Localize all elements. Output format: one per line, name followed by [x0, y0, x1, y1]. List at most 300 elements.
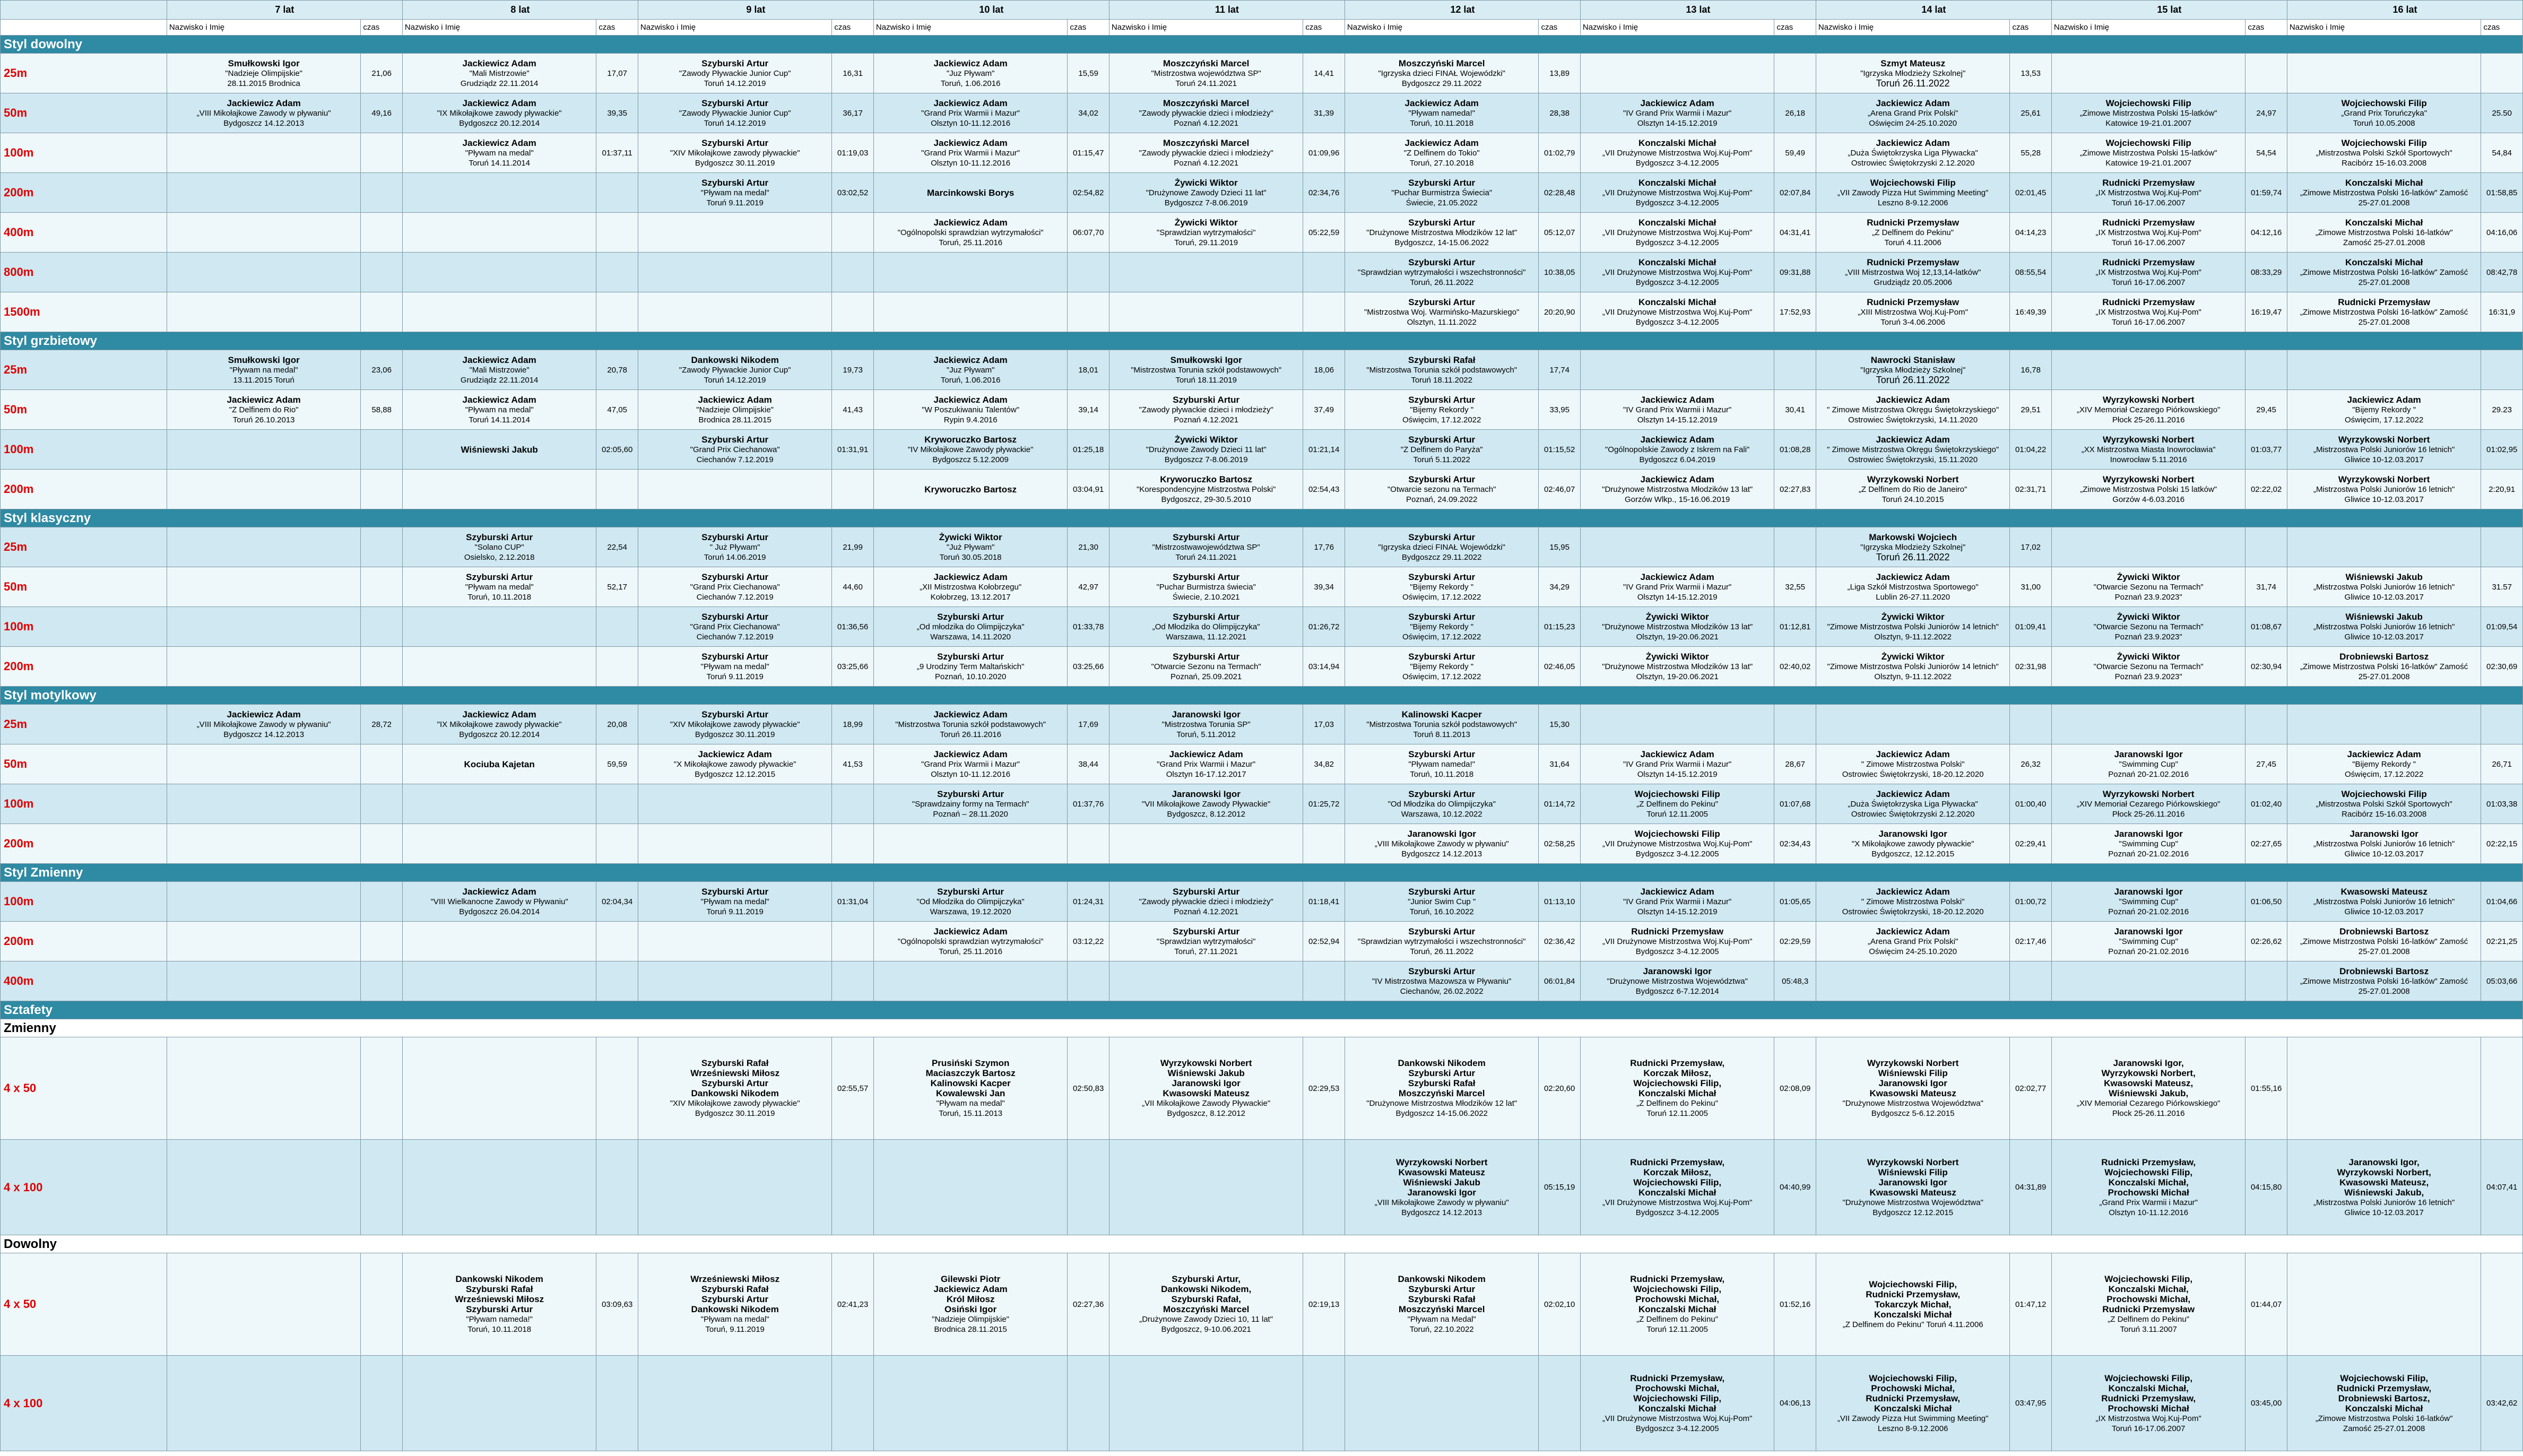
record-line: Bydgoszcz 12.12.2015: [1872, 1208, 1954, 1217]
record-cell: [402, 882, 596, 922]
record-cell: [873, 1356, 1068, 1451]
record-line: Warszawa, 10.12.2022: [1401, 809, 1482, 819]
record-line: „Z Delfinem do Pekinu" Toruń 4.11.2006: [1842, 1320, 1983, 1329]
record-line: „Drużynowe Zawody Dzieci 10, 11 lat": [1139, 1315, 1273, 1324]
record-line: "IX Mikołajkowe zawody pływackie": [437, 720, 562, 729]
record-time: [1068, 253, 1109, 292]
record-line: " Zimowe Mistrzostwa Polski": [1861, 897, 1965, 906]
record-cell: [402, 961, 596, 1001]
record-line: "Igrzyska Młodzieży Szkolnej": [1860, 365, 1966, 375]
record-line: Rudnicki Przemysław: [2102, 1304, 2195, 1314]
record-line: Jaranowski Igor: [1172, 1078, 1241, 1088]
name-column-label: Nazwisko i Imię: [638, 20, 832, 36]
record-line: Prochowski Michał: [2108, 1403, 2189, 1414]
record-cell: [1109, 705, 1303, 744]
record-time: 01:15,23: [1539, 607, 1580, 647]
record-line: „XIII Mistrzostwa Woj.Kuj-Pom": [1858, 307, 1968, 317]
record-cell: [1109, 470, 1303, 509]
record-line: „Mistrzostwa Polski Juniorów 16 letnich": [2313, 1198, 2455, 1207]
record-time: 03:04,91: [1068, 470, 1109, 509]
record-cell: [638, 253, 832, 292]
record-cell: [1345, 173, 1539, 213]
record-line: Szyburski Artur: [1408, 886, 1476, 897]
record-time: 26,71: [2481, 744, 2523, 784]
name-column-label: Nazwisko i Imię: [402, 20, 596, 36]
record-line: Szyburski Artur: [701, 1078, 769, 1088]
record-line: "Grand Prix Warmii i Mazur": [921, 108, 1020, 118]
record-line: Toruń 12.11.2005: [1646, 1109, 1708, 1118]
record-line: „VII Drużynowe Mistrzostwa Woj.Kuj-Pom": [1602, 307, 1753, 317]
record-line: Jackiewicz Adam: [1876, 434, 1950, 445]
record-time: 01:44,07: [2245, 1253, 2287, 1356]
record-line: Jackiewicz Adam: [2347, 749, 2421, 759]
record-cell: [2051, 824, 2245, 864]
record-line: Wiśniewski Jakub,: [2344, 1187, 2424, 1198]
record-line: Jackiewicz Adam: [227, 394, 301, 405]
record-line: „Z Delfinem do Pekinu": [1636, 799, 1719, 809]
record-cell: [1345, 54, 1539, 93]
record-line: "Igrzyska Młodzieży Szkolnej": [1860, 68, 1966, 78]
record-line: 25-27.01.2008: [2358, 947, 2410, 956]
record-cell: [402, 1253, 596, 1356]
record-line: Wyrzykowski Norbert: [2102, 394, 2195, 405]
record-time: 01:15,52: [1539, 430, 1580, 470]
distance-label: 100m: [1, 784, 167, 824]
record-line: Wojciechowski Filip,: [1633, 1393, 1722, 1403]
record-cell: [1345, 350, 1539, 390]
record-line: Tokarczyk Michał,: [1875, 1299, 1952, 1310]
record-line: Oświęcim, 17.12.2022: [1402, 672, 1481, 681]
distance-label: 25m: [1, 527, 167, 567]
record-line: Kalinowski Kacper: [930, 1078, 1011, 1088]
record-line: Jaranowski Igor: [1878, 1177, 1947, 1188]
age-header: 14 lat: [1816, 1, 2051, 20]
record-line: Poznań 20-21.02.2016: [2108, 769, 2189, 779]
record-line: Jaranowski Igor: [1878, 828, 1947, 839]
record-line: Szyburski Artur: [1408, 788, 1476, 799]
record-cell: [638, 784, 832, 824]
record-line: Toruń, 1.06.2016: [940, 79, 1001, 88]
record-time: 02:17,46: [2010, 922, 2051, 961]
record-line: Jackiewicz Adam: [1640, 474, 1714, 484]
record-line: 25-27.01.2008: [2358, 317, 2410, 327]
record-line: „VII Drużynowe Mistrzostwa Woj.Kuj-Pom": [1602, 937, 1753, 946]
record-line: Szyburski Rafał: [701, 1284, 769, 1294]
record-line: Rudnicki Przemysław,: [1630, 1058, 1725, 1068]
record-time: [832, 824, 873, 864]
column-subheader-row: [1, 20, 2523, 36]
record-time: 04:14,23: [2010, 213, 2051, 253]
record-time: 02:34,43: [1774, 824, 1816, 864]
record-cell: [638, 1356, 832, 1451]
record-line: Toruń, 27.11.2021: [1174, 947, 1238, 956]
record-cell: [873, 1037, 1068, 1140]
record-line: Grudziądz 20.05.2006: [1874, 278, 1952, 287]
record-time: 18,06: [1303, 350, 1345, 390]
record-cell: [1580, 390, 1774, 430]
record-line: Marcinkowski Borys: [926, 187, 1015, 198]
record-cell: [873, 607, 1068, 647]
record-line: Rypin 9.4.2016: [943, 415, 998, 424]
record-line: Bydgoszcz 3-4.12.2005: [1635, 317, 1719, 327]
record-cell: [873, 1253, 1068, 1356]
record-cell: [1109, 390, 1303, 430]
record-line: "Otwarcie Sezonu na Termach": [2093, 622, 2204, 631]
record-time: 01:09,54: [2481, 607, 2523, 647]
record-line: Zamość 25-27.01.2008: [2343, 238, 2425, 247]
record-line: "Puchar Burmistrza świecia": [1156, 582, 1256, 592]
record-line: "Sprawdzian wytrzymałości i wszechstronności": [1357, 937, 1526, 946]
record-cell: [1109, 430, 1303, 470]
distance-label: 100m: [1, 133, 167, 173]
record-line: Racibórz 15-16.03.2008: [2342, 158, 2427, 168]
record-line: Wiśniewski Jakub: [1167, 1068, 1245, 1078]
name-column-label: Nazwisko i Imię: [1109, 20, 1303, 36]
record-line: Moszczyński Marcel: [1398, 58, 1485, 68]
section-header: [1, 1001, 2523, 1019]
record-line: Szyburski Artur: [1408, 926, 1476, 937]
record-line: „Arena Grand Prix Polski": [1867, 108, 1958, 118]
record-line: Jackiewicz Adam: [1404, 98, 1479, 108]
record-cell: [402, 350, 596, 390]
record-line: Bydgoszcz 3-4.12.2005: [1635, 849, 1719, 859]
record-line: "IV Grand Prix Warmii i Mazur": [1623, 582, 1732, 592]
record-line: Jackiewicz Adam: [698, 749, 772, 759]
record-line: Jaranowski Igor: [2349, 828, 2418, 839]
record-cell: [2287, 1140, 2481, 1235]
record-time: 28,72: [361, 705, 402, 744]
record-cell: [2051, 705, 2245, 744]
record-time: 2:20,91: [2481, 470, 2523, 509]
record-line: "Z Delfinem do Tokio": [1403, 148, 1480, 158]
record-time: 16,31: [832, 54, 873, 93]
record-line: "Zawody Pływackie Junior Cup": [679, 68, 791, 78]
record-cell: [1580, 1037, 1774, 1140]
record-row: [1, 647, 2523, 687]
record-time: 01:04,66: [2481, 882, 2523, 922]
record-time: [596, 647, 638, 687]
record-time: [596, 784, 638, 824]
record-line: „Mistrzostwa Polski Juniorów 16 letnich": [2313, 484, 2455, 494]
record-time: 03:14,94: [1303, 647, 1345, 687]
age-header-row: [1, 1, 2523, 20]
record-time: 02:28,48: [1539, 173, 1580, 213]
record-line: "Bijemy Rekordy ": [2352, 759, 2416, 769]
record-row: [1, 705, 2523, 744]
record-line: Dankowski Nikodem: [691, 1304, 779, 1314]
record-cell: [2287, 824, 2481, 864]
distance-label: 25m: [1, 350, 167, 390]
record-line: Jaranowski Igor: [1172, 788, 1241, 799]
record-time: [1068, 961, 1109, 1001]
record-line: Wyrzykowski Norbert: [1867, 1058, 1959, 1068]
record-line: Olsztyn, 19-20.06.2021: [1636, 632, 1719, 642]
record-line: „Zimowe Mistrzostwa Polski 16-latków" Zamość: [2300, 188, 2468, 197]
record-time: 05:15,19: [1539, 1140, 1580, 1235]
record-time: [361, 882, 402, 922]
record-line: Rudnicki Przemysław: [2102, 217, 2195, 228]
record-time: 21,30: [1068, 527, 1109, 567]
record-line: „Zimowe Mistrzostwa Polski 15 latków": [2080, 484, 2217, 494]
record-line: "Mistrzostwa Torunia szkół podstawowych": [1366, 365, 1518, 375]
record-line: Bydgoszcz, 8.12.2012: [1167, 1109, 1245, 1118]
record-cell: [873, 470, 1068, 509]
record-line: Szyburski Rafał,: [1171, 1294, 1241, 1304]
record-line: Jaranowski Igor: [1643, 966, 1712, 976]
record-line: "Nadzieje Olimpijskie": [932, 1315, 1009, 1324]
record-line: „Duża Świętokrzyska Liga Pływacka": [1848, 148, 1978, 158]
record-cell: [2287, 173, 2481, 213]
record-cell: [1580, 882, 1774, 922]
record-line: Szyburski Artur: [701, 651, 769, 662]
record-time: 02:50,83: [1068, 1037, 1109, 1140]
time-column-label: czas: [1774, 20, 1816, 36]
record-line: Jackiewicz Adam: [462, 137, 536, 148]
record-line: "Mistrzostwa Torunia SP": [1161, 720, 1251, 729]
record-cell: [1580, 1356, 1774, 1451]
record-cell: [873, 93, 1068, 133]
record-line: „Zimowe Mistrzostwa Polski 16-latków" Zamość: [2300, 267, 2468, 277]
record-cell: [1580, 253, 1774, 292]
record-cell: [1816, 54, 2010, 93]
record-line: Konczalski Michał: [2345, 177, 2423, 188]
record-time: [596, 607, 638, 647]
record-cell: [402, 93, 596, 133]
record-line: Ciechanów, 26.02.2022: [1400, 986, 1484, 996]
record-time: 04:06,13: [1774, 1356, 1816, 1451]
record-line: "Swimming Cup": [2119, 759, 2178, 769]
age-header: 11 lat: [1109, 1, 1345, 20]
record-time: 36,17: [832, 93, 873, 133]
record-line: "Już Pływam": [946, 542, 995, 552]
record-time: 28,38: [1539, 93, 1580, 133]
record-line: Prochowski Michał,: [1635, 1383, 1720, 1393]
record-time: [1068, 1356, 1109, 1451]
record-cell: [167, 213, 361, 253]
record-line: Szyburski Artur: [701, 177, 769, 188]
record-time: 02:04,34: [596, 882, 638, 922]
distance-label: 400m: [1, 213, 167, 253]
record-line: "Nadzieje Olimpijskie": [225, 68, 302, 78]
record-line: "Mistrzostwa Woj. Warmińsko-Mazurskiego": [1364, 307, 1520, 317]
record-line: "X Mikołajkowe zawody pływackie": [673, 759, 796, 769]
record-line: Prochowski Michał: [2108, 1187, 2189, 1198]
record-line: „Zimowe Mistrzostwa Polski 15-latków": [2079, 148, 2217, 158]
record-line: "Solano CUP": [474, 542, 524, 552]
record-line: Gliwice 10-12.03.2017: [2344, 592, 2424, 602]
time-column-label: czas: [1068, 20, 1109, 36]
record-time: 02:05,60: [596, 430, 638, 470]
record-time: [2245, 350, 2287, 390]
record-line: Jaranowski Igor: [2114, 886, 2183, 897]
record-line: Jaranowski Igor: [1407, 1187, 1476, 1198]
record-time: 30,41: [1774, 390, 1816, 430]
record-line: Toruń, 15.11.2013: [939, 1109, 1003, 1118]
record-line: Szyburski Artur: [1173, 571, 1240, 582]
record-line: Bydgoszcz 30.11.2019: [695, 158, 775, 168]
record-line: Moszczyński Marcel: [1163, 98, 1250, 108]
record-line: Toruń, 1.06.2016: [940, 375, 1001, 385]
record-line: Poznań 4.12.2021: [1174, 118, 1239, 128]
record-line: „Grand Prix Toruńczyka": [2341, 108, 2427, 118]
record-row: [1, 430, 2523, 470]
record-line: Bydgoszcz, 8.12.2012: [1167, 809, 1245, 819]
record-line: Katowice 19-21.01.2007: [2105, 158, 2192, 168]
record-line: Maciaszczyk Bartosz: [925, 1068, 1016, 1078]
record-time: [1303, 1140, 1345, 1235]
record-cell: [1580, 54, 1774, 93]
record-line: "Nadzieje Olimpijskie": [696, 405, 774, 414]
record-line: Rudnicki Przemysław: [2102, 297, 2195, 307]
record-time: [832, 922, 873, 961]
record-cell: [1345, 133, 1539, 173]
record-cell: [638, 430, 832, 470]
record-line: Rudnicki Przemysław: [1867, 217, 1960, 228]
record-line: Jackiewicz Adam: [1876, 886, 1950, 897]
record-line: Drobniewski Bartosz,: [2338, 1393, 2430, 1403]
record-line: Toruń, 10.11.2018: [1410, 118, 1474, 128]
record-line: "Pływam na medal": [700, 897, 769, 906]
record-line: "Drużynowe Zawody Dzieci 11 lat": [1146, 445, 1267, 454]
record-time: 02:21,25: [2481, 922, 2523, 961]
record-cell: [1580, 292, 1774, 332]
record-cell: [1816, 824, 2010, 864]
record-line: Toruń 16-17.06.2007: [2111, 198, 2186, 207]
record-time: 02:55,57: [832, 1037, 873, 1140]
record-line: Szyburski Artur: [701, 137, 769, 148]
record-line: Leszno 8-9.12.2006: [1877, 1424, 1948, 1433]
record-time: [2481, 54, 2523, 93]
record-cell: [2287, 1356, 2481, 1451]
age-header: 10 lat: [873, 1, 1109, 20]
record-line: Rudnicki Przemysław: [2338, 297, 2431, 307]
record-time: 03:45,00: [2245, 1356, 2287, 1451]
record-line: Bydgoszcz 3-4.12.2005: [1635, 238, 1719, 247]
record-cell: [2287, 93, 2481, 133]
record-cell: [1816, 922, 2010, 961]
record-cell: [1816, 470, 2010, 509]
record-line: "Junior Swim Cup ": [1408, 897, 1476, 906]
record-cell: [1345, 705, 1539, 744]
record-line: Bydgoszcz 30.11.2019: [695, 1109, 775, 1118]
record-cell: [1580, 961, 1774, 1001]
record-line: Rudnicki Przemysław,: [2101, 1157, 2196, 1167]
record-line: Szyburski Artur: [701, 886, 769, 897]
record-cell: [2051, 93, 2245, 133]
section-title: Sztafety: [1, 1001, 2523, 1019]
record-line: "Drużynowe Mistrzostwa Młodzików 12 lat": [1366, 1099, 1518, 1108]
record-line: Wojciechowski Filip: [2341, 788, 2427, 799]
record-line: "Drużynowe Mistrzostwa Młodzików 13 lat": [1602, 622, 1753, 631]
record-cell: [1580, 567, 1774, 607]
record-line: Jackiewicz Adam: [1876, 394, 1950, 405]
record-time: 06:01,84: [1539, 961, 1580, 1001]
record-time: [361, 1037, 402, 1140]
record-time: 01:09,41: [2010, 607, 2051, 647]
age-header: 13 lat: [1580, 1, 1816, 20]
record-line: Ostrowiec Świętokrzyski, 14.11.2020: [1848, 415, 1978, 424]
record-cell: [2287, 430, 2481, 470]
record-line: "Pływam na medal": [465, 582, 534, 592]
record-time: [361, 1253, 402, 1356]
record-line: "Mistrzostwa Torunia szkół podstawowych": [1366, 720, 1518, 729]
record-line: Poznań 20-21.02.2016: [2108, 849, 2189, 859]
record-line: Toruń, 10.11.2018: [467, 1325, 532, 1334]
record-line: Wyrzykowski Norbert: [2102, 434, 2195, 445]
record-line: Szyburski Rafał: [1408, 1294, 1476, 1304]
record-row: [1, 213, 2523, 253]
corner-cell: [1, 1, 167, 20]
record-time: 54,54: [2245, 133, 2287, 173]
distance-label: 800m: [1, 253, 167, 292]
record-line: "Drużynowe Mistrzostwa Województwa": [1842, 1198, 1983, 1207]
record-cell: [1345, 390, 1539, 430]
record-time: 01:00,72: [2010, 882, 2051, 922]
name-column-label: Nazwisko i Imię: [873, 20, 1068, 36]
record-line: "Drużynowe Mistrzostwa Województwa": [1842, 1099, 1983, 1108]
record-time: 06:07,70: [1068, 213, 1109, 253]
record-line: "IV Grand Prix Warmii i Mazur": [1623, 759, 1732, 769]
record-cell: [873, 527, 1068, 567]
record-line: 25-27.01.2008: [2358, 672, 2410, 681]
record-cell: [2051, 430, 2245, 470]
record-line: "Pływam nameda!": [1408, 108, 1476, 118]
record-line: Wojciechowski Filip: [2341, 137, 2427, 148]
record-line: Toruń 16-17.06.2007: [2111, 278, 2186, 287]
record-line: Król Miłosz: [946, 1294, 995, 1304]
record-cell: [2287, 292, 2481, 332]
record-line: Leszno 8-9.12.2006: [1877, 198, 1948, 207]
record-cell: [2287, 54, 2481, 93]
record-line: Wrześniewski Miłosz: [690, 1068, 780, 1078]
record-line: Wojciechowski Filip,: [1869, 1373, 1957, 1383]
record-line: "Pływam na Medal": [1407, 1315, 1476, 1324]
record-cell: [1345, 961, 1539, 1001]
record-line: Szyburski Artur: [1408, 217, 1476, 228]
record-line: Szyburski Artur: [701, 611, 769, 622]
record-time: [2481, 350, 2523, 390]
record-time: 02:02,10: [1539, 1253, 1580, 1356]
record-line: Żywicki Wiktor: [2117, 571, 2180, 582]
record-line: Poznań 23.9.2023": [2114, 672, 2182, 681]
time-column-label: czas: [1539, 20, 1580, 36]
record-line: Moszczyński Marcel: [1163, 1304, 1250, 1314]
record-cell: [1345, 253, 1539, 292]
record-time: [832, 253, 873, 292]
record-time: 17,07: [596, 54, 638, 93]
record-time: 01:12,81: [1774, 607, 1816, 647]
record-cell: [1580, 430, 1774, 470]
record-line: Bydgoszcz, 9-10.06.2021: [1161, 1325, 1251, 1334]
record-line: Szyburski Artur: [1173, 926, 1240, 937]
record-cell: [638, 390, 832, 430]
record-time: 04:31,41: [1774, 213, 1816, 253]
record-line: Smułkowski Igor: [228, 354, 300, 365]
record-line: "Sprawdzainy formy na Termach": [912, 799, 1029, 809]
record-time: [1774, 54, 1816, 93]
record-time: 03:42,62: [2481, 1356, 2523, 1451]
record-line: " Zimowe Mistrzostwa Okręgu Świętokrzyskiego": [1827, 405, 1999, 414]
record-line: „XX Mistrzostwa Miasta Inowrocławia": [2081, 445, 2216, 454]
record-time: 02:40,02: [1774, 647, 1816, 687]
record-line: Olsztyn 10-11.12.2016: [2109, 1208, 2189, 1217]
record-cell: [2287, 390, 2481, 430]
record-line: Rudnicki Przemysław: [1631, 926, 1724, 937]
record-row: [1, 350, 2523, 390]
record-cell: [402, 784, 596, 824]
record-cell: [873, 705, 1068, 744]
record-time: 01:47,12: [2010, 1253, 2051, 1356]
